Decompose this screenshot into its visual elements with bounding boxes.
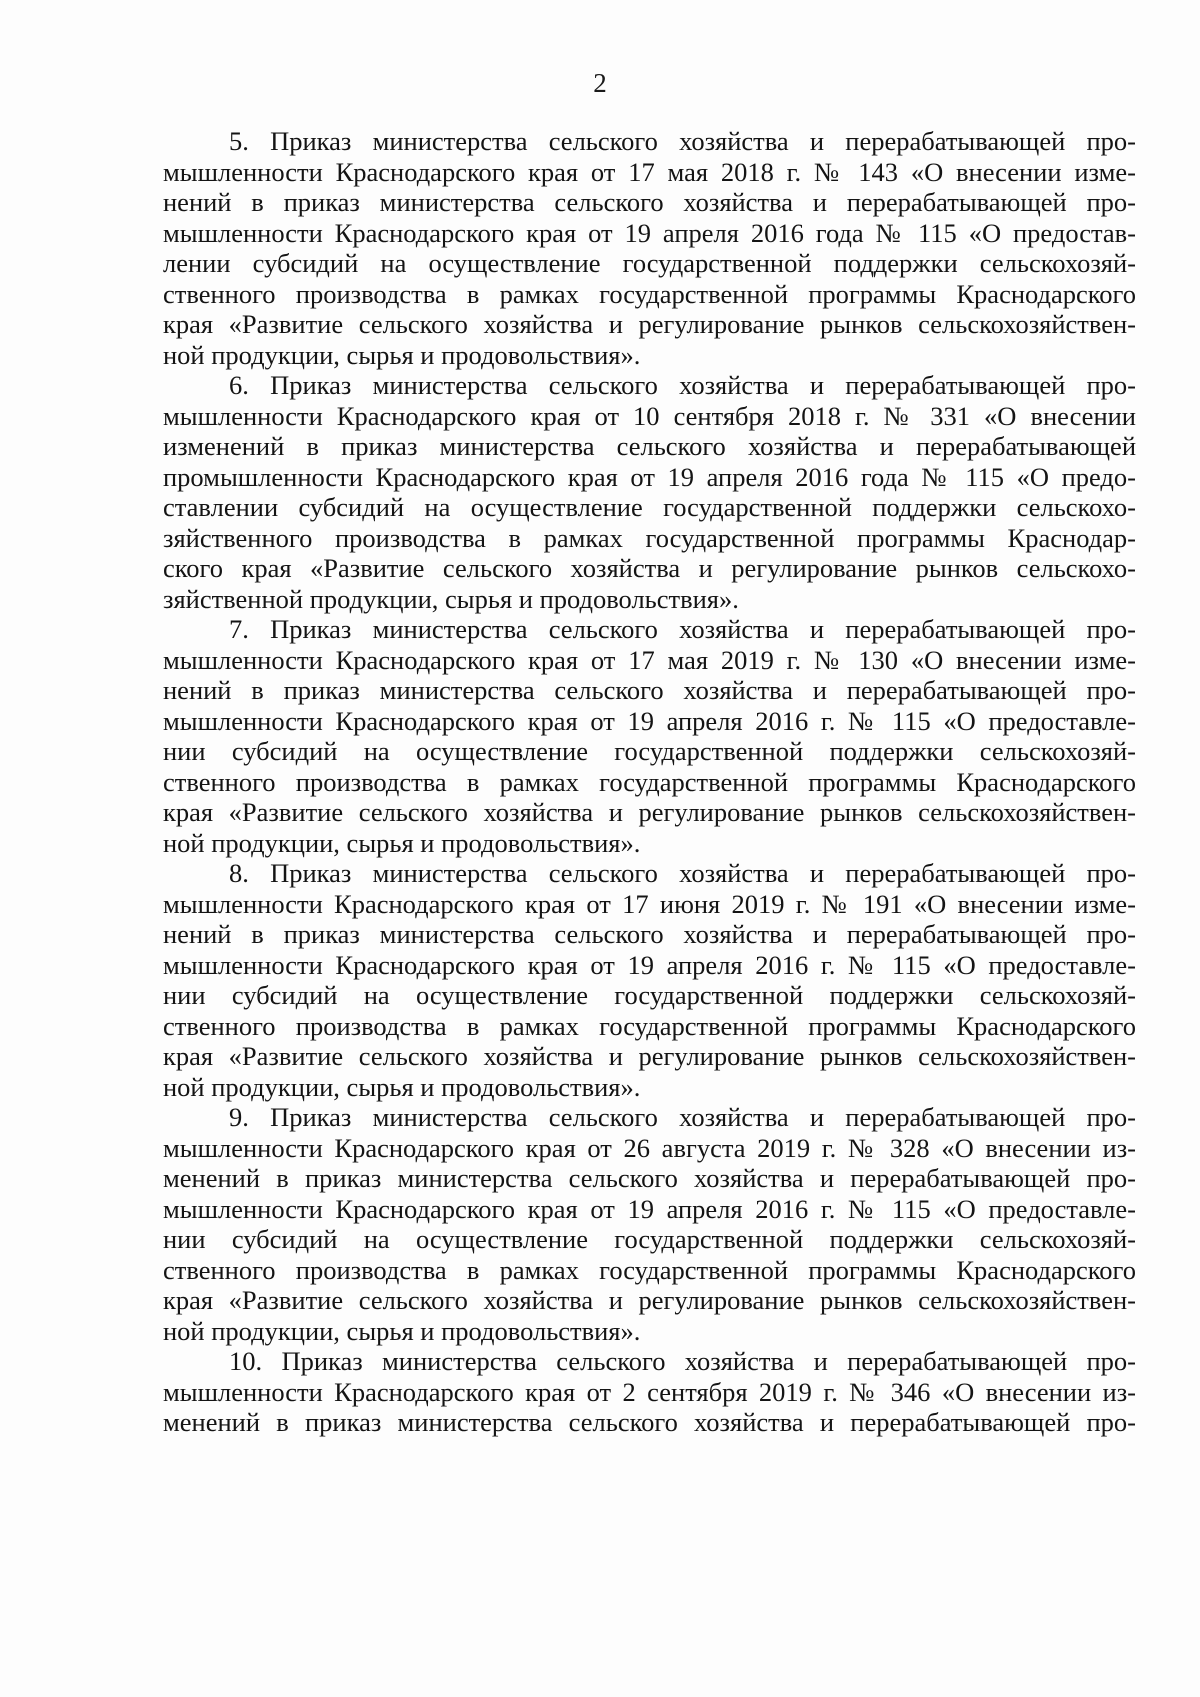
text-line: мышленности Краснодарского края от 19 апреля 2016 года № 115 «О предостав-	[163, 217, 1136, 248]
text-line: менений в приказ министерства сельского хозяйства и перерабатывающей про-	[163, 1407, 1136, 1437]
text-line: мышленности Краснодарского края от 17 мая 2019 г. № 130 «О внесении изме-	[163, 644, 1136, 675]
page-number: 2	[593, 68, 607, 98]
text-line: 6. Приказ министерства сельского хозяйства и перерабатывающей про-	[229, 370, 1136, 400]
text-line: ставлении субсидий на осуществление государственной поддержки сельскохо-	[163, 492, 1136, 522]
text-line: зяйственной продукции, сырья и продовольствия».	[163, 583, 739, 614]
text-line: ственного производства в рамках государственной программы Краснодарского	[163, 1010, 1136, 1041]
text-line: 5. Приказ министерства сельского хозяйства и перерабатывающей про-	[229, 126, 1136, 156]
text-line: изменений в приказ министерства сельского хозяйства и перерабатывающей	[163, 431, 1136, 461]
text-line: ственного производства в рамках государственной программы Краснодарского	[163, 766, 1136, 797]
text-line: менений в приказ министерства сельского хозяйства и перерабатывающей про-	[163, 1163, 1136, 1193]
text-line: мышленности Краснодарского края от 10 сентября 2018 г. № 331 «О внесении	[163, 400, 1136, 431]
paragraph-item-3	[163, 614, 1136, 858]
text-line: лении субсидий на осуществление государственной поддержки сельскохозяй-	[163, 248, 1136, 278]
text-line: ной продукции, сырья и продовольствия».	[163, 339, 641, 370]
paragraph-item-2	[163, 370, 1136, 614]
text-line: зяйственного производства в рамках государственной программы Краснодар-	[163, 522, 1136, 553]
text-line: мышленности Краснодарского края от 19 апреля 2016 г. № 115 «О предоставле-	[163, 1193, 1136, 1224]
text-line: ственного производства в рамках государственной программы Краснодарского	[163, 1254, 1136, 1285]
paragraph-item-1	[163, 126, 1136, 370]
text-line: нии субсидий на осуществление государственной поддержки сельскохозяй-	[163, 736, 1136, 766]
text-line: края «Развитие сельского хозяйства и регулирование рынков сельскохозяйствен-	[163, 1285, 1136, 1315]
text-line: мышленности Краснодарского края от 2 сентября 2019 г. № 346 «О внесении из-	[163, 1376, 1136, 1407]
text-line: ского края «Развитие сельского хозяйства и регулирование рынков сельскохо-	[163, 553, 1136, 583]
text-line: мышленности Краснодарского края от 26 августа 2019 г. № 328 «О внесении из-	[163, 1132, 1136, 1163]
text-line: мышленности Краснодарского края от 17 мая 2018 г. № 143 «О внесении изме-	[163, 156, 1136, 187]
text-line: края «Развитие сельского хозяйства и регулирование рынков сельскохозяйствен-	[163, 797, 1136, 827]
text-line: промышленности Краснодарского края от 19 апреля 2016 года № 115 «О предо-	[163, 461, 1136, 492]
text-line: ной продукции, сырья и продовольствия».	[163, 1315, 641, 1346]
text-line: нии субсидий на осуществление государственной поддержки сельскохозяй-	[163, 1224, 1136, 1254]
text-line: нений в приказ министерства сельского хозяйства и перерабатывающей про-	[163, 919, 1136, 949]
text-line: ной продукции, сырья и продовольствия».	[163, 827, 641, 858]
text-line: нии субсидий на осуществление государственной поддержки сельскохозяй-	[163, 980, 1136, 1010]
text-line: мышленности Краснодарского края от 19 апреля 2016 г. № 115 «О предоставле-	[163, 705, 1136, 736]
text-line: края «Развитие сельского хозяйства и регулирование рынков сельскохозяйствен-	[163, 309, 1136, 339]
text-line: нений в приказ министерства сельского хозяйства и перерабатывающей про-	[163, 187, 1136, 217]
text-line: мышленности Краснодарского края от 17 июня 2019 г. № 191 «О внесении изме-	[163, 888, 1136, 919]
text-line: мышленности Краснодарского края от 19 апреля 2016 г. № 115 «О предоставле-	[163, 949, 1136, 980]
text-line: 10. Приказ министерства сельского хозяйства и перерабатывающей про-	[229, 1346, 1136, 1376]
text-line: нений в приказ министерства сельского хозяйства и перерабатывающей про-	[163, 675, 1136, 705]
text-line: края «Развитие сельского хозяйства и регулирование рынков сельскохозяйствен-	[163, 1041, 1136, 1071]
text-line: 9. Приказ министерства сельского хозяйства и перерабатывающей про-	[229, 1102, 1136, 1132]
document-body	[163, 126, 1136, 1438]
text-line: 7. Приказ министерства сельского хозяйства и перерабатывающей про-	[229, 614, 1136, 644]
text-line: ственного производства в рамках государственной программы Краснодарского	[163, 278, 1136, 309]
text-line: 8. Приказ министерства сельского хозяйства и перерабатывающей про-	[229, 858, 1136, 888]
paragraph-item-6	[163, 1346, 1136, 1438]
paragraph-item-5	[163, 1102, 1136, 1346]
text-line: ной продукции, сырья и продовольствия».	[163, 1071, 641, 1102]
paragraph-item-4	[163, 858, 1136, 1102]
